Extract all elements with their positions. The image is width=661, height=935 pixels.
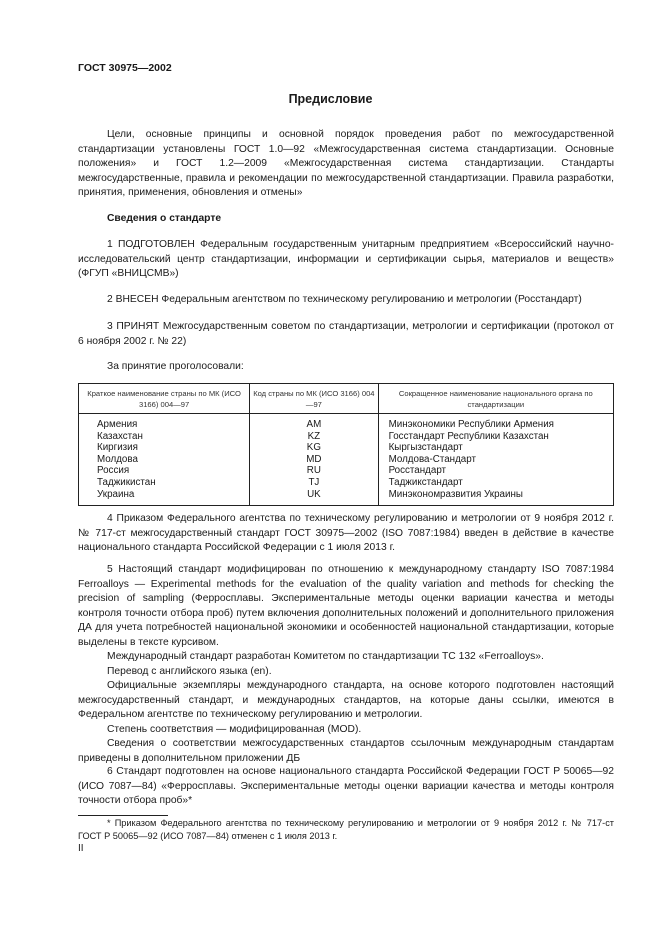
item-4-paragraph: 4 Приказом Федерального агентства по техническому регулированию и метрологии от 9 ноября 2012 г. № 717-ст межгосударственный стандарт ГОСТ 30975—2002 (ISO 7087:1984) введен в действие в качестве национального стандарта Российской Федерации с 1 июля 2013 г. [78, 513, 614, 553]
table-row [79, 477, 614, 489]
body-cell: Кыргызстандарт [378, 442, 613, 454]
page-number: II [78, 843, 84, 854]
table-row [79, 431, 614, 443]
item-3-paragraph: 3 ПРИНЯТ Межгосударственным советом по стандартизации, метрологии и сертификации (протокол от 6 ноября 2002 г. № 22) [78, 321, 614, 347]
body-cell: Таджикстандарт [378, 477, 613, 489]
item-5-block [78, 563, 614, 766]
table-row [79, 489, 614, 506]
table-row [79, 454, 614, 466]
page-title: Предисловие [288, 92, 373, 106]
code-cell: AM [250, 414, 378, 431]
body-cell: Минэкономразвития Украины [378, 489, 613, 506]
country-cell: Киргизия [79, 442, 250, 454]
voted-label: За принятие проголосовали: [107, 361, 244, 372]
table-header-body: Сокращенное наименование национального органа по стандартизации [378, 384, 613, 414]
table-header-code: Код страны по МК (ИСО 3166) 004—97 [250, 384, 378, 414]
voting-table [78, 383, 614, 506]
standard-header: ГОСТ 30975—2002 [78, 62, 172, 74]
table-header-row [79, 384, 614, 414]
code-cell: MD [250, 454, 378, 466]
body-cell: Минэкономики Республики Армения [378, 414, 613, 431]
table-row [79, 414, 614, 431]
code-cell: RU [250, 465, 378, 477]
item-5-paragraph-1: 5 Настоящий стандарт модифицирован по отношению к международному стандарту ISO 7087:1984 Ferroalloys — Experimental methods for the evaluation of the quality variation and methods for checking the precision of sampling (Ферросплавы. Экспериментальные методы оценки вариации качества и методы контроля точности отбора проб) путем включения дополнительных положений и дополнительного приложения ДА для учета потребностей национальной экономики и особенностей национальной стандартизации, которые выделены в тексте курсивом. [78, 564, 614, 648]
country-cell: Молдова [79, 454, 250, 466]
item-2-paragraph: 2 ВНЕСЕН Федеральным агентством по техническому регулированию и метрологии (Росстандарт) [107, 294, 582, 305]
item-5-paragraph-2: Международный стандарт разработан Комитетом по стандартизации ТС 132 «Ferroalloys». [107, 651, 544, 662]
country-cell: Таджикистан [79, 477, 250, 489]
body-cell: Молдова-Стандарт [378, 454, 613, 466]
table-header-country: Краткое наименование страны по МК (ИСО 3166) 004—97 [79, 384, 250, 414]
item-6-paragraph: 6 Стандарт подготовлен на основе национального стандарта Российской Федерации ГОСТ Р 50065—92 (ИСО 7087—84) «Ферросплавы. Экспериментальные методы оценки вариации качества и методы контроля точности отбора проб»* [78, 766, 614, 806]
code-cell: KG [250, 442, 378, 454]
code-cell: TJ [250, 477, 378, 489]
footnote-divider [78, 815, 168, 816]
country-cell: Россия [79, 465, 250, 477]
body-cell: Росстандарт [378, 465, 613, 477]
country-cell: Армения [79, 414, 250, 431]
item-5-paragraph-5: Степень соответствия — модифицированная (MOD). [107, 723, 362, 735]
code-cell: KZ [250, 431, 378, 443]
table-row [79, 442, 614, 454]
code-cell: UK [250, 489, 378, 506]
body-cell: Госстандарт Республики Казахстан [378, 431, 613, 443]
item-5-paragraph-6: Сведения о соответствии межгосударственных стандартов ссылочным международным стандартам приведены в дополнительном приложении ДБ [78, 738, 614, 764]
country-cell: Украина [79, 489, 250, 506]
footnote: * Приказом Федерального агентства по техническому регулированию и метрологии от 9 ноября 2012 г. № 717-ст ГОСТ Р 50065—92 (ИСО 7087—84) отменен с 1 июля 2013 г. [78, 818, 614, 841]
item-5-paragraph-4: Официальные экземпляры международного стандарта, на основе которого подготовлен настоящий межгосударственный стандарт, и международных стандартов, на которые даны ссылки, имеются в Федеральном агентстве по техническому регулированию и метрологии. [78, 680, 614, 720]
section-heading: Сведения о стандарте [107, 213, 222, 224]
intro-paragraph: Цели, основные принципы и основной порядок проведения работ по межгосударственной стандартизации установлены ГОСТ 1.0—92 «Межгосударственная система стандартизации. Основные положения» и ГОСТ 1.2—2009 «Межгосударственная система стандартизации. Стандарты межгосударственные, правила и рекомендации по межгосударственной стандартизации. Правила разработки, принятия, применения, обновления и отмены» [78, 129, 614, 198]
country-cell: Казахстан [79, 431, 250, 443]
item-5-paragraph-3: Перевод с английского языка (en). [107, 665, 272, 677]
table-row [79, 465, 614, 477]
item-1-paragraph: 1 ПОДГОТОВЛЕН Федеральным государственным унитарным предприятием «Всероссийский научно-исследовательский центр стандартизации, информации и сертификации сырья, материалов и веществ» (ФГУП «ВНИЦСМВ») [78, 239, 614, 279]
